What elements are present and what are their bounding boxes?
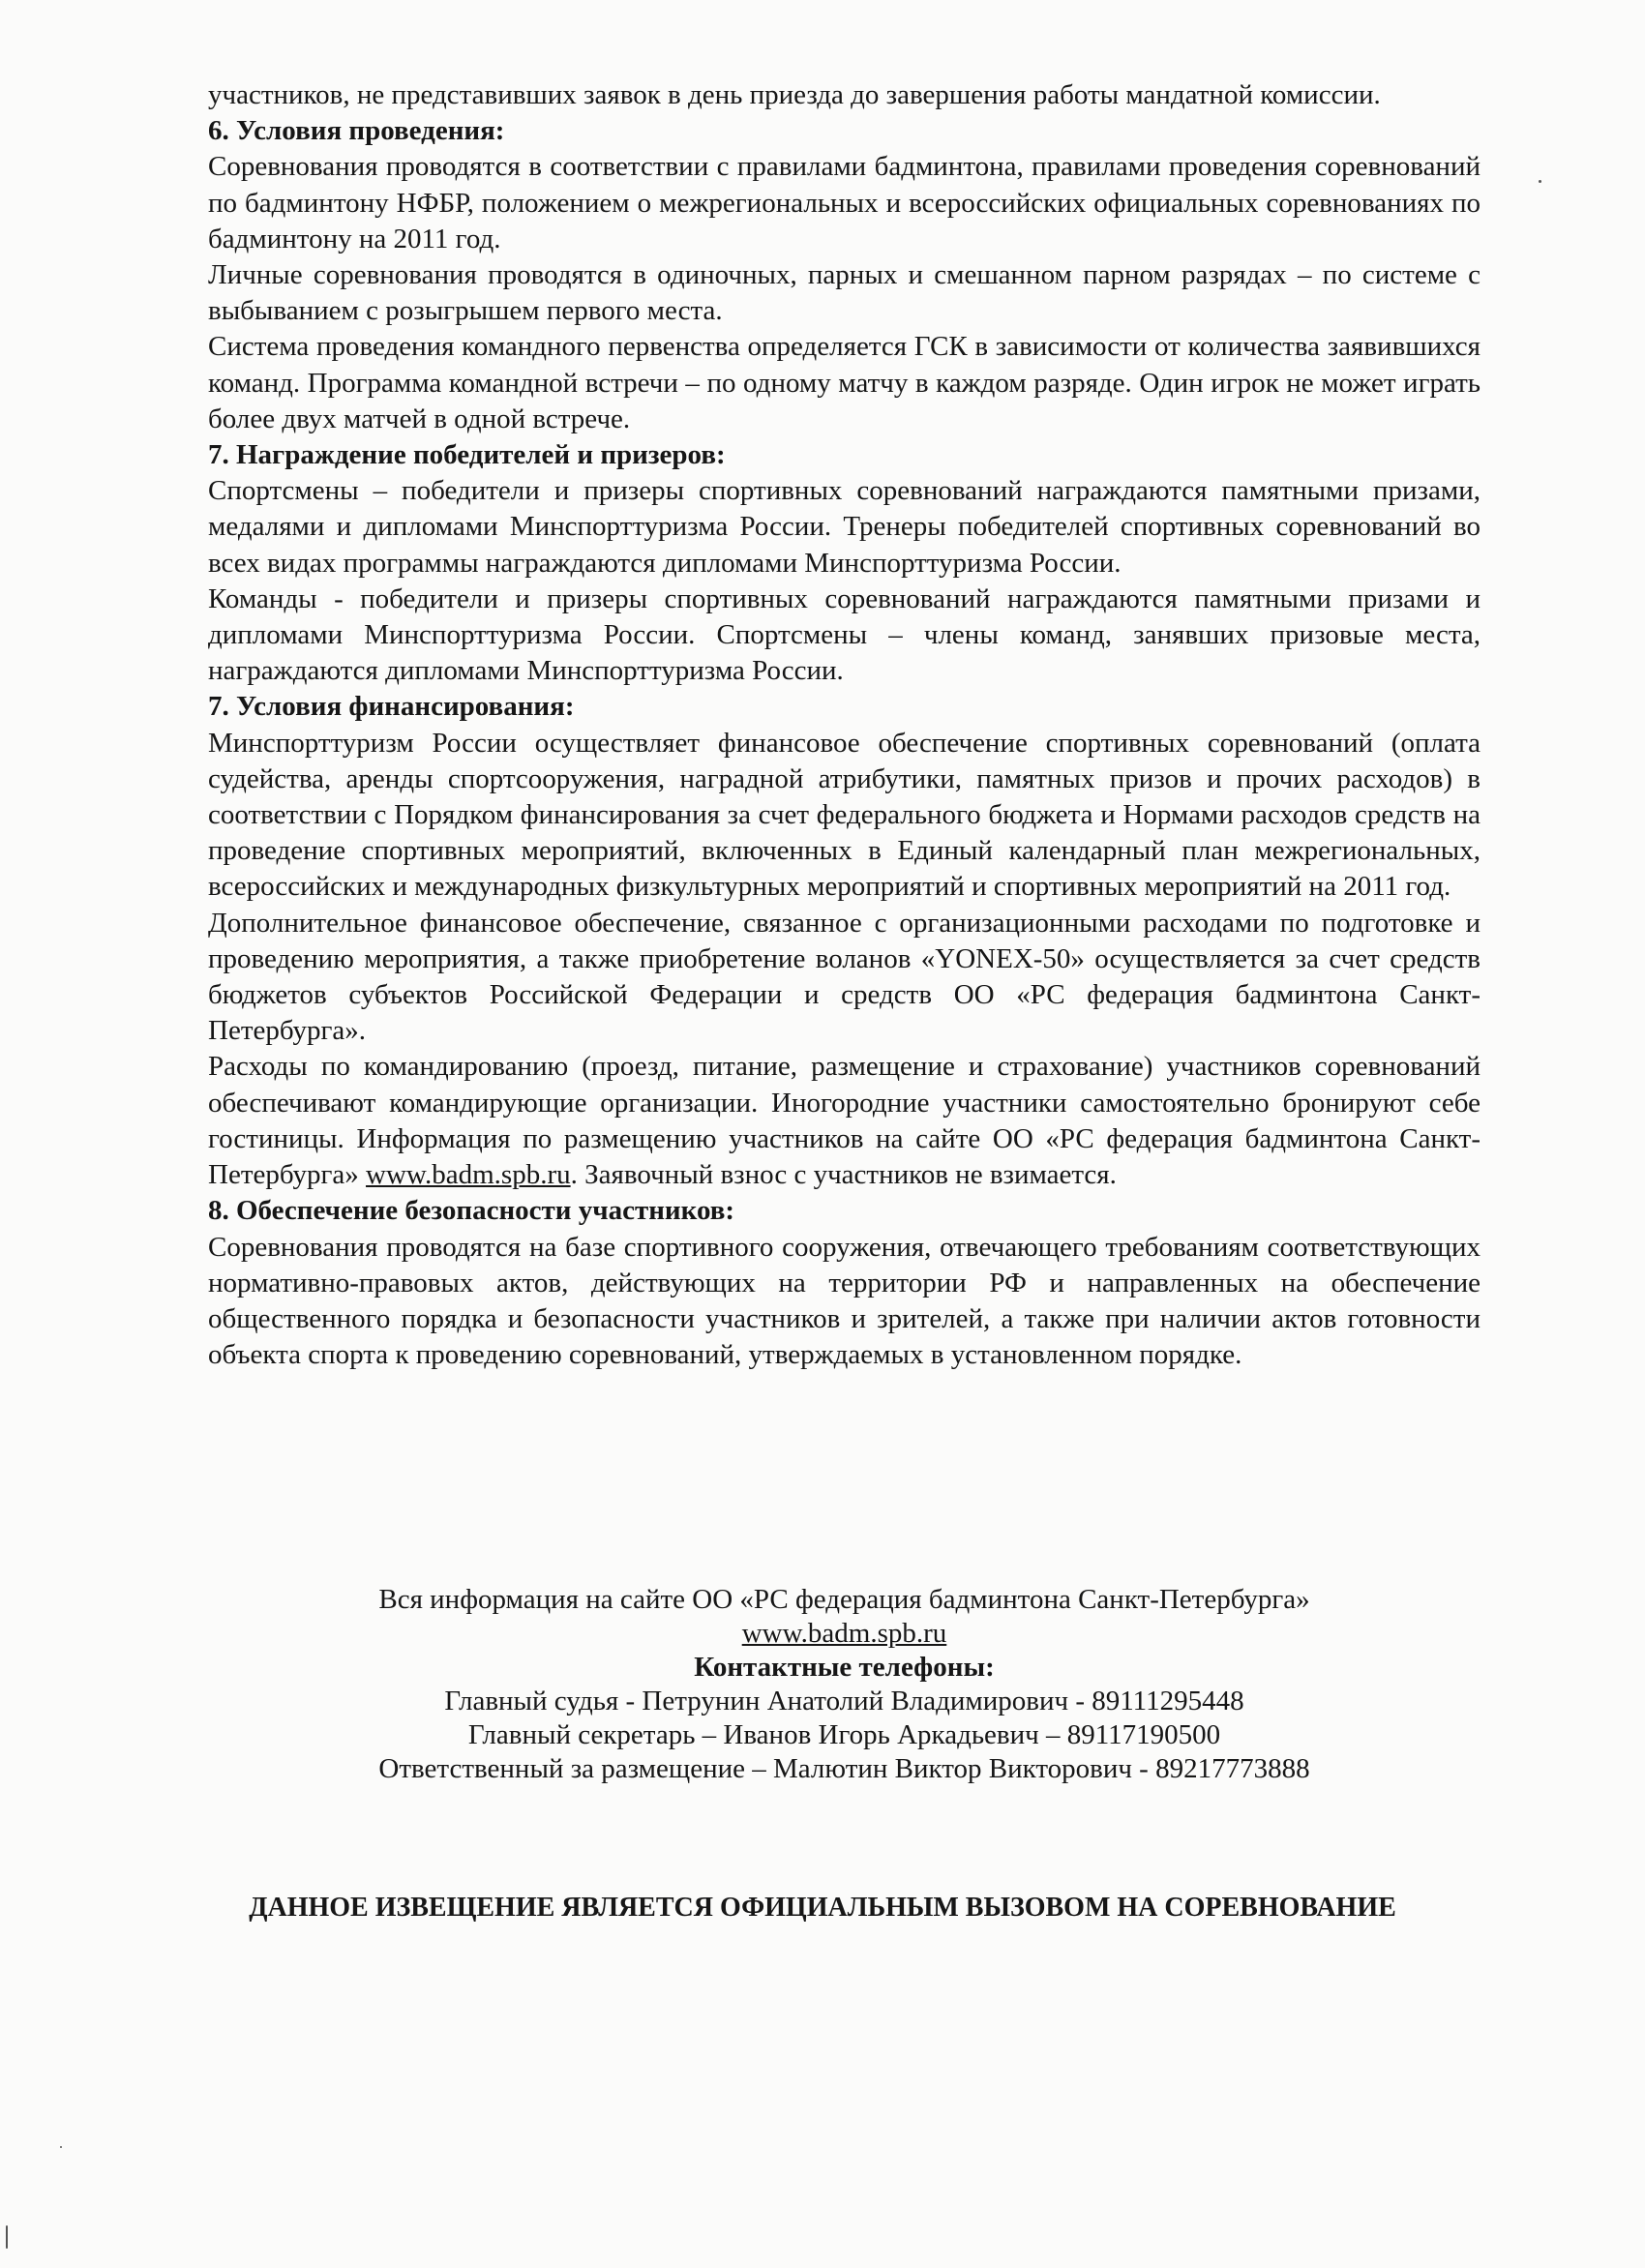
section-7-awards-heading: 7. Награждение победителей и призеров: xyxy=(208,439,726,471)
section-6-paragraph-1: Соревнования проводятся в соответствии с правилами бадминтона, правилами проведения соревнований по бадминтону НФБР, положением о межрегиональных и всероссийских официальных соревнованиях по бадминтону на 2011 год. xyxy=(208,151,1480,254)
document-body xyxy=(208,77,1480,1373)
section-7-finance-paragraph-2: Дополнительное финансовое обеспечение, связанное с организационными расходами по подготовке и проведению мероприятия, а также приобретение воланов «YONEX-50» осуществляется за счет средств бюджетов субъектов Российской Федерации и средств ОО «РС федерация бадминтона Санкт-Петербурга». xyxy=(208,907,1480,1047)
scan-speck xyxy=(6,2225,8,2249)
section-7-awards-paragraph-2: Команды - победители и призеры спортивных соревнований награждаются памятными призами и дипломами Минспорттуризма России. Спортсмены – члены команд, занявших призовые места, награждаются дипломами Минспорттуризма России. xyxy=(208,582,1480,687)
official-notice: ДАННОЕ ИЗВЕЩЕНИЕ ЯВЛЯЕТСЯ ОФИЦИАЛЬНЫМ ВЫЗОВОМ НА СОРЕВНОВАНИЕ xyxy=(249,1893,1396,1923)
contact-block xyxy=(208,1583,1480,1786)
footer-site-link[interactable]: www.badm.spb.ru xyxy=(741,1618,947,1649)
section-7-finance-paragraph-1: Минспорттуризм России осуществляет финансовое обеспечение спортивных соревнований (оплата судейства, аренды спортсооружения, наградной атрибутики, памятных призов и прочих расходов) в соответствии с Порядком финансирования за счет федерального бюджета и Нормами расходов средств на проведение спортивных мероприятий, включенных в Единый календарный план межрегиональных, всероссийских и международных физкультурных мероприятий и спортивных мероприятий на 2011 год. xyxy=(208,727,1480,903)
contacts-heading: Контактные телефоны: xyxy=(694,1652,995,1683)
section-6-heading: 6. Условия проведения: xyxy=(208,115,505,147)
finance-text-before-link: Расходы по командированию (проезд, питание, размещение и страхование) участников соревнований обеспечивают командирующие организации. Иногородние участники самостоятельно бронируют себе гостиницы. Информация по размещению участников на сайте ОО «РС федерация бадминтона Санкт-Петербурга» xyxy=(208,1051,1480,1191)
contact-chief-secretary: Главный секретарь – Иванов Игорь Аркадьевич – 89117190500 xyxy=(467,1719,1221,1750)
contact-chief-judge: Главный судья - Петрунин Анатолий Владимирович - 89111295448 xyxy=(444,1686,1244,1716)
federation-site-link[interactable]: www.badm.spb.ru xyxy=(366,1159,571,1191)
section-8-heading: 8. Обеспечение безопасности участников: xyxy=(208,1195,735,1227)
section-7-finance-heading: 7. Условия финансирования: xyxy=(208,691,575,723)
contact-accommodation: Ответственный за размещение – Малютин Виктор Викторович - 89217773888 xyxy=(378,1753,1310,1784)
section-7-awards-paragraph-1: Спортсмены – победители и призеры спортивных соревнований награждаются памятными призами, медалями и дипломами Минспорттуризма России. Тренеры победителей спортивных соревнований во всех видах программы награждаются дипломами Минспорттуризма России. xyxy=(208,475,1480,579)
finance-text-after-link: . Заявочный взнос с участников не взимается. xyxy=(570,1159,1117,1191)
section-6-paragraph-2: Личные соревнования проводятся в одиночных, парных и смешанном парном разрядах – по системе с выбыванием с розыгрышем первого места. xyxy=(208,259,1480,327)
info-line: Вся информация на сайте ОО «РС федерация бадминтона Санкт-Петербурга» xyxy=(378,1584,1310,1615)
scan-speck xyxy=(1539,180,1541,183)
section-6-paragraph-3: Система проведения командного первенства определяется ГСК в зависимости от количества заявившихся команд. Программа командной встречи – по одному матчу в каждом разряде. Один игрок не может играть более двух матчей в одной встрече. xyxy=(208,331,1480,434)
scan-speck xyxy=(60,2146,62,2148)
section-7-finance-paragraph-3 xyxy=(208,1049,1480,1193)
intro-paragraph: участников, не представивших заявок в день приезда до завершения работы мандатной комиссии. xyxy=(208,79,1381,110)
section-8-paragraph-1: Соревнования проводятся на базе спортивного сооружения, отвечающего требованиям соответствующих нормативно-правовых актов, действующих на территории РФ и направленных на обеспечение общественного порядка и безопасности участников и зрителей, а также при наличии актов готовности объекта спорта к проведению соревнований, утверждаемых в установленном порядке. xyxy=(208,1231,1480,1371)
